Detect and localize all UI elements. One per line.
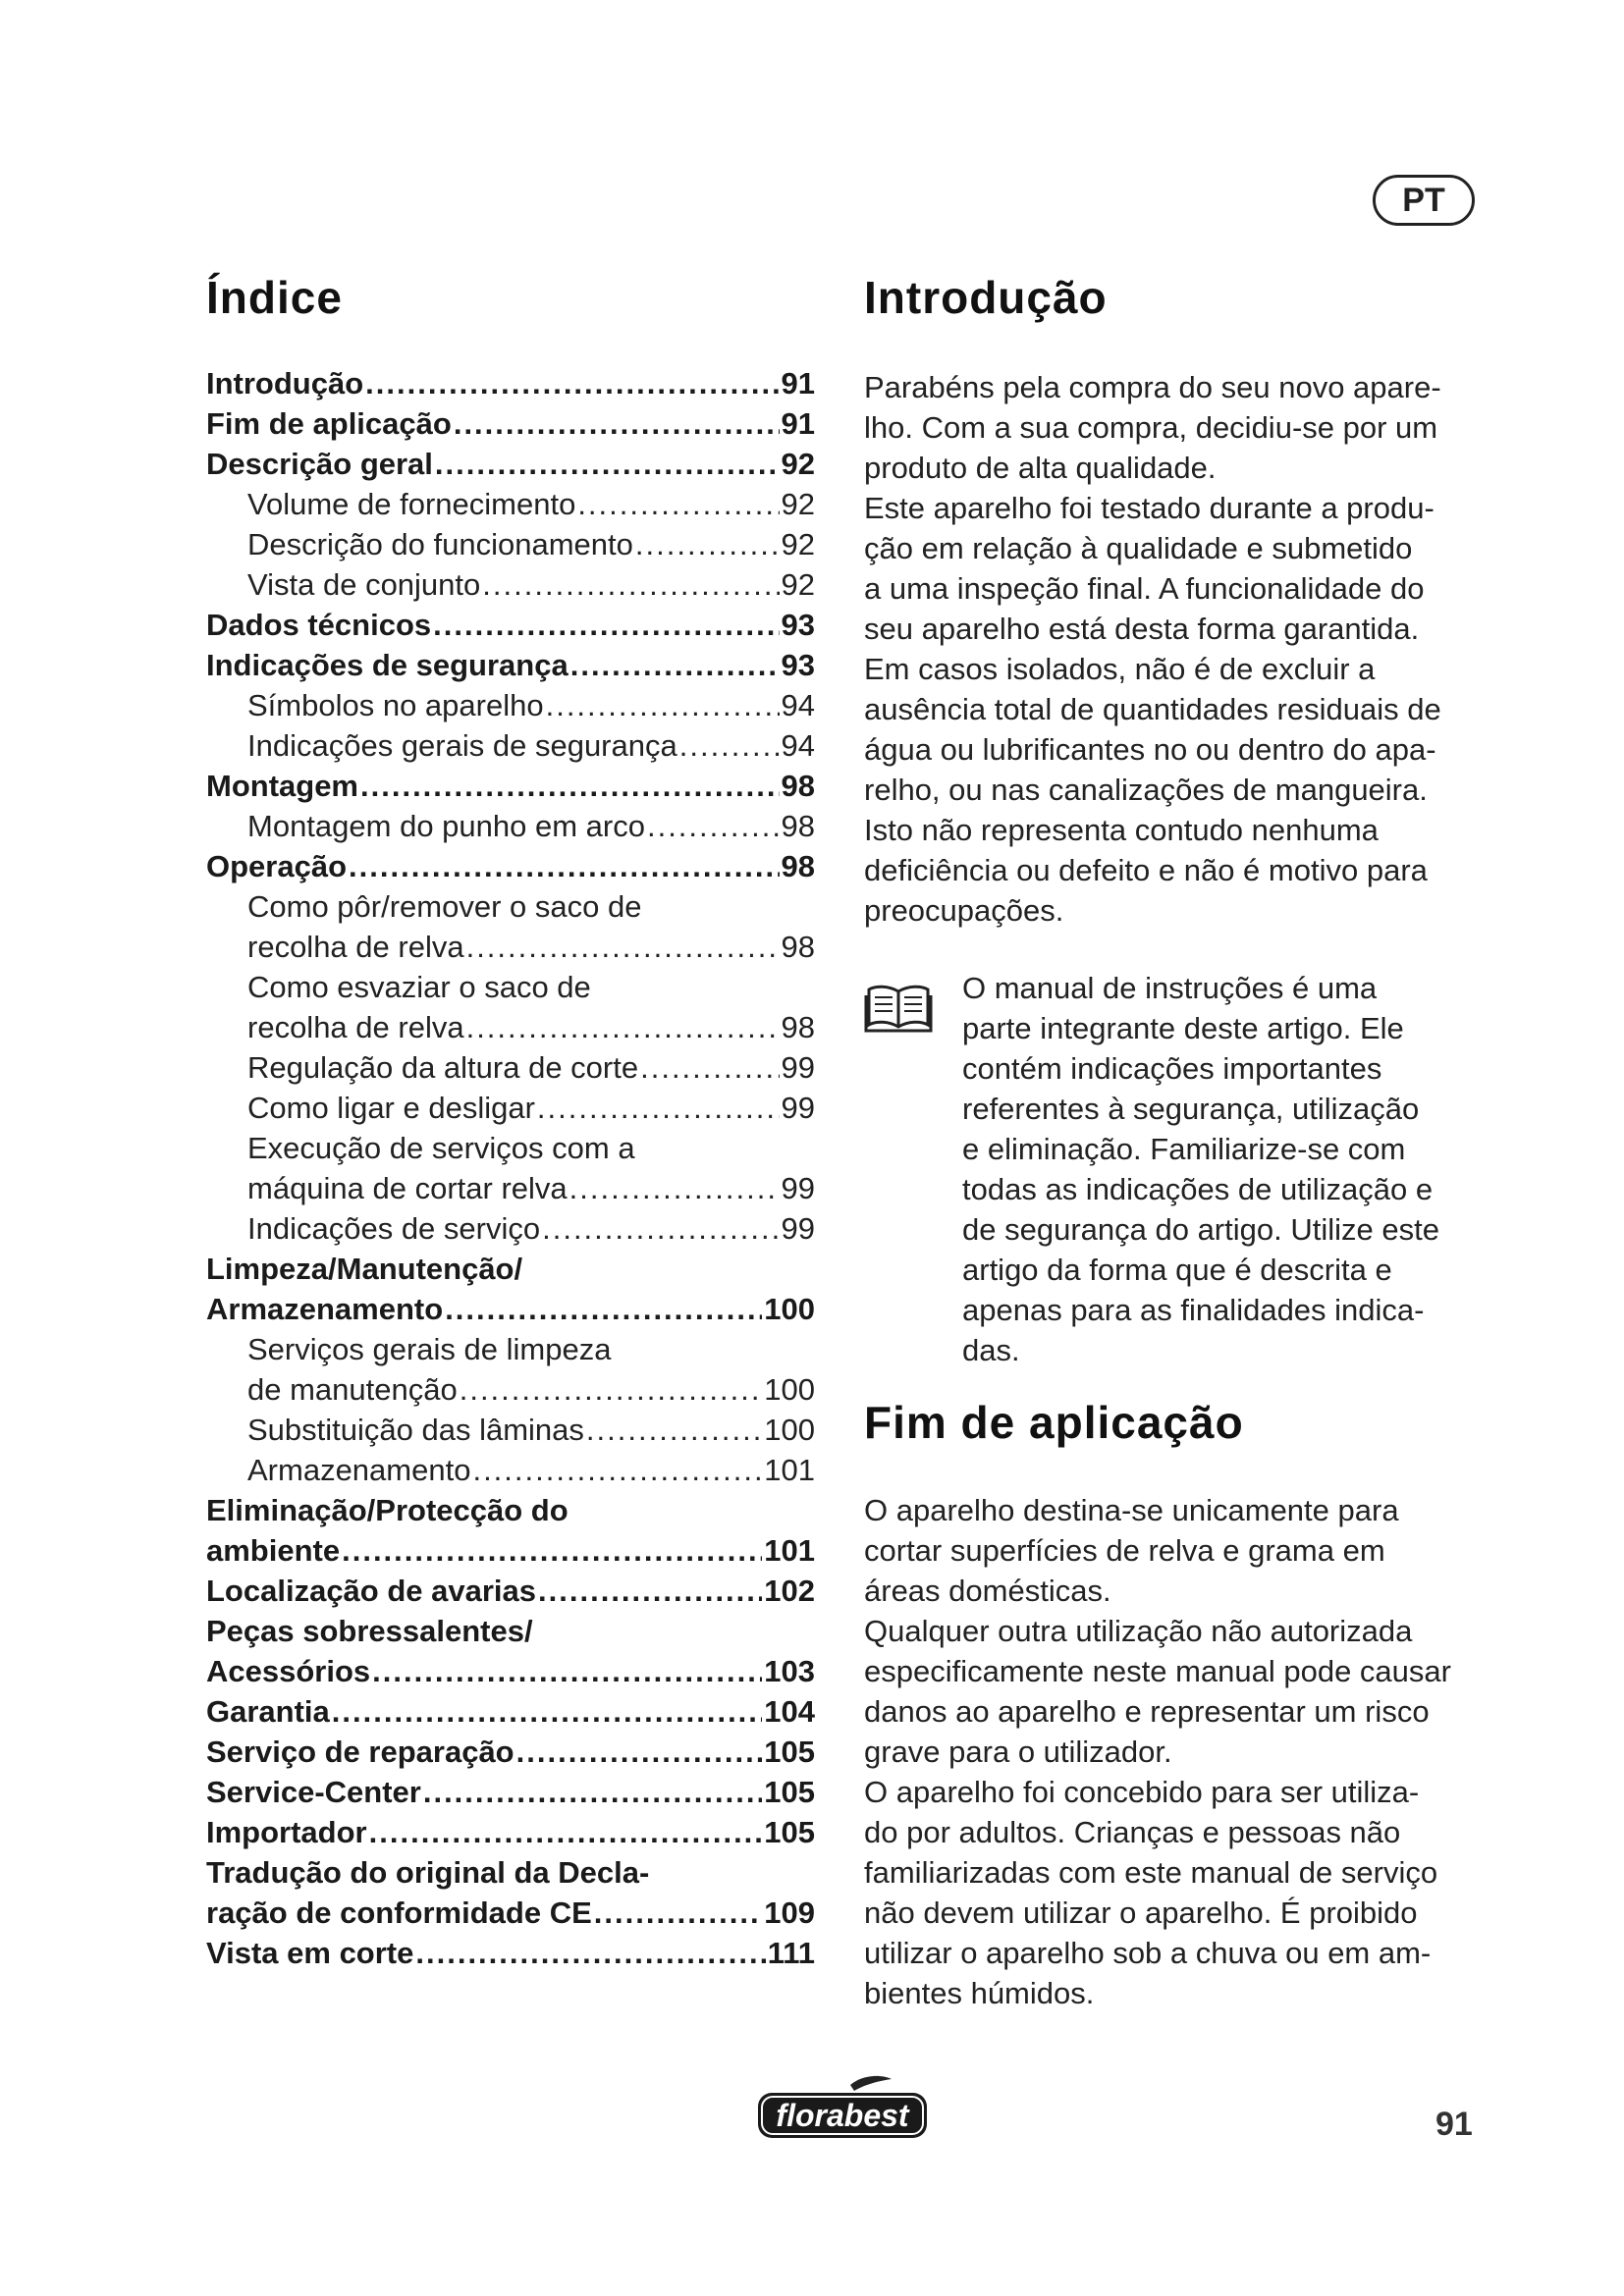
language-badge: PT — [1373, 175, 1475, 226]
toc-entry — [206, 444, 815, 484]
text-line: O manual de instruções é uma — [962, 971, 1378, 1005]
dot-leader — [538, 1571, 762, 1611]
dot-leader — [365, 363, 779, 403]
toc-entry — [206, 605, 815, 645]
toc-entry — [206, 927, 815, 967]
toc-entry-page: 105 — [764, 1815, 815, 1849]
toc-entry — [206, 1933, 815, 1973]
book-manual-icon — [864, 982, 933, 1035]
toc-entry-page: 94 — [781, 728, 815, 763]
toc-entry-page: 98 — [781, 849, 815, 883]
dot-leader — [423, 1772, 762, 1812]
purpose-heading: Fim de aplicação — [864, 1397, 1244, 1448]
dot-leader — [482, 564, 779, 605]
dot-leader — [349, 846, 780, 886]
toc-entry-label: Armazenamento — [206, 1292, 444, 1326]
toc-entry-page: 103 — [764, 1654, 815, 1688]
text-line: a uma inspeção final. A funcionalidade do — [864, 571, 1425, 606]
toc-entry-page: 109 — [764, 1896, 815, 1930]
toc-entry-label: Fim de aplicação — [206, 406, 452, 441]
toc-entry-label: de manutenção — [247, 1372, 458, 1407]
dot-leader — [466, 927, 780, 967]
toc-entry-label: Montagem do punho em arco — [247, 809, 645, 843]
toc-entry-page: 98 — [781, 769, 815, 803]
toc-entry — [206, 1490, 815, 1530]
toc-entry-page: 99 — [781, 1211, 815, 1246]
toc-entry-label: Como esvaziar o saco de — [247, 970, 591, 1004]
toc-entry-page: 99 — [781, 1171, 815, 1205]
dot-leader — [332, 1691, 762, 1732]
dot-leader — [472, 1450, 762, 1490]
dot-leader — [342, 1530, 762, 1571]
text-line: O aparelho foi concebido para ser utiliza- — [864, 1775, 1420, 1809]
toc-entry-label: Localização de avarias — [206, 1574, 537, 1608]
toc-entry — [206, 363, 815, 403]
toc-entry — [206, 1410, 815, 1450]
text-line: utilizar o aparelho sob a chuva ou em am- — [864, 1936, 1432, 1970]
manual-note — [962, 968, 1439, 1370]
toc-entry-label: Execução de serviços com a — [247, 1131, 635, 1165]
toc-entry — [206, 1289, 815, 1329]
dot-leader — [537, 1088, 780, 1128]
toc-entry-page: 100 — [764, 1372, 815, 1407]
text-line: cortar superfícies de relva e grama em — [864, 1533, 1385, 1568]
toc-entry-label: Tradução do original da Decla- — [206, 1855, 650, 1890]
toc-entry-label: Símbolos no aparelho — [247, 688, 544, 722]
toc-entry-label: Serviços gerais de limpeza — [247, 1332, 612, 1366]
toc-entry-page: 92 — [781, 447, 815, 481]
toc-entry-page: 98 — [781, 930, 815, 964]
dot-leader — [445, 1289, 762, 1329]
dot-leader — [546, 685, 780, 725]
toc-entry — [206, 645, 815, 685]
toc-entry — [206, 403, 815, 444]
dot-leader — [586, 1410, 762, 1450]
toc-entry-label: Dados técnicos — [206, 608, 432, 642]
toc-entry-page: 99 — [781, 1091, 815, 1125]
toc-title: Índice — [206, 272, 343, 323]
toc-entry — [206, 1530, 815, 1571]
intro-paragraph — [864, 367, 1441, 931]
text-line: O aparelho destina-se unicamente para — [864, 1493, 1399, 1527]
toc-entry-label: ambiente — [206, 1533, 341, 1568]
text-line: Em casos isolados, não é de excluir a — [864, 652, 1376, 686]
toc-entry — [206, 725, 815, 766]
toc-entry-label: Descrição geral — [206, 447, 433, 481]
dot-leader — [542, 1208, 779, 1249]
text-line: Parabéns pela compra do seu novo apare- — [864, 370, 1441, 404]
dot-leader — [454, 403, 780, 444]
text-line: e eliminação. Familiarize-se com — [962, 1132, 1406, 1166]
toc-entry-page: 100 — [764, 1292, 815, 1326]
toc-entry — [206, 1812, 815, 1852]
text-line: artigo da forma que é descrita e — [962, 1253, 1392, 1287]
toc-entry — [206, 806, 815, 846]
toc-entry-page: 101 — [764, 1533, 815, 1568]
dot-leader — [516, 1732, 763, 1772]
toc-entry-label: Indicações de segurança — [206, 648, 568, 682]
toc-entry-label: Vista em corte — [206, 1936, 414, 1970]
text-line: lho. Com a sua compra, decidiu-se por um — [864, 410, 1438, 445]
toc-entry — [206, 1369, 815, 1410]
text-line: bientes húmidos. — [864, 1976, 1095, 2010]
toc-entry-label: Volume de fornecimento — [247, 487, 576, 521]
florabest-logo — [754, 2071, 931, 2142]
toc-entry-label: máquina de cortar relva — [247, 1171, 568, 1205]
text-line: seu aparelho está desta forma garantida. — [864, 612, 1420, 646]
dot-leader — [433, 605, 779, 645]
dot-leader — [594, 1893, 762, 1933]
dot-leader — [570, 645, 780, 685]
toc-entry-label: Indicações gerais de segurança — [247, 728, 677, 763]
text-line: especificamente neste manual pode causar — [864, 1654, 1451, 1688]
text-line: áreas domésticas. — [864, 1574, 1111, 1608]
toc-entry — [206, 1168, 815, 1208]
toc-entry — [206, 1450, 815, 1490]
toc-entry — [206, 1249, 815, 1289]
toc-entry — [206, 886, 815, 927]
text-line: produto de alta qualidade. — [864, 451, 1217, 485]
dot-leader — [435, 444, 780, 484]
toc-entry-label: Descrição do funcionamento — [247, 527, 633, 561]
toc-entry — [206, 766, 815, 806]
toc-entry-label: recolha de relva — [247, 930, 464, 964]
dot-leader — [679, 725, 780, 766]
text-line: do por adultos. Crianças e pessoas não — [864, 1815, 1401, 1849]
text-line: Este aparelho foi testado durante a produ- — [864, 491, 1435, 525]
intro-heading: Introdução — [864, 272, 1108, 323]
dot-leader — [360, 766, 780, 806]
toc-entry-page: 93 — [781, 648, 815, 682]
dot-leader — [372, 1651, 762, 1691]
dot-leader — [369, 1812, 763, 1852]
text-line: de segurança do artigo. Utilize este — [962, 1212, 1439, 1247]
toc-entry — [206, 1732, 815, 1772]
toc-entry-label: Vista de conjunto — [247, 567, 481, 602]
toc-entry-label: Introdução — [206, 366, 364, 400]
toc-entry-page: 98 — [781, 809, 815, 843]
dot-leader — [569, 1168, 780, 1208]
toc-entry-page: 100 — [764, 1413, 815, 1447]
toc-entry-page: 94 — [781, 688, 815, 722]
toc-entry-page: 91 — [781, 406, 815, 441]
toc-entry — [206, 1047, 815, 1088]
toc-entry-page: 99 — [781, 1050, 815, 1085]
text-line: apenas para as finalidades indica- — [962, 1293, 1425, 1327]
page-number: 91 — [1435, 2106, 1473, 2143]
toc-entry-label: Montagem — [206, 769, 358, 803]
purpose-paragraph — [864, 1490, 1451, 2013]
text-line: danos ao aparelho e representar um risco — [864, 1694, 1430, 1729]
text-line: Qualquer outra utilização não autorizada — [864, 1614, 1413, 1648]
text-line: familiarizadas com este manual de serviço — [864, 1855, 1438, 1890]
dot-leader — [640, 1047, 779, 1088]
toc-entry-label: ração de conformidade CE — [206, 1896, 592, 1930]
toc-entry-label: Substituição das lâminas — [247, 1413, 584, 1447]
text-line: ção em relação à qualidade e submetido — [864, 531, 1413, 565]
toc-entry-label: Como ligar e desligar — [247, 1091, 535, 1125]
toc-entry-label: recolha de relva — [247, 1010, 464, 1044]
text-line: ausência total de quantidades residuais de — [864, 692, 1441, 726]
text-line: parte integrante deste artigo. Ele — [962, 1011, 1404, 1045]
toc-entry — [206, 1571, 815, 1611]
toc-entry-label: Limpeza/Manutenção/ — [206, 1252, 523, 1286]
toc-entry — [206, 524, 815, 564]
toc-entry-page: 102 — [764, 1574, 815, 1608]
text-line: deficiência ou defeito e não é motivo para — [864, 853, 1428, 887]
toc-entry-label: Acessórios — [206, 1654, 371, 1688]
dot-leader — [647, 806, 780, 846]
dot-leader — [577, 484, 779, 524]
toc-entry-label: Peças sobressalentes/ — [206, 1614, 533, 1648]
text-line: grave para o utilizador. — [864, 1735, 1172, 1769]
dot-leader — [635, 524, 780, 564]
toc-entry — [206, 484, 815, 524]
svg-text:florabest: florabest — [776, 2098, 909, 2133]
toc-entry — [206, 1007, 815, 1047]
toc-entry-label: Operação — [206, 849, 348, 883]
text-line: referentes à segurança, utilização — [962, 1092, 1420, 1126]
text-line: não devem utilizar o aparelho. É proibido — [864, 1896, 1418, 1930]
text-line: água ou lubrificantes no ou dentro do apa- — [864, 732, 1436, 767]
toc-entry-page: 98 — [781, 1010, 815, 1044]
toc-entry — [206, 564, 815, 605]
text-line: preocupações. — [864, 893, 1064, 928]
toc-entry — [206, 967, 815, 1007]
text-line: Isto não representa contudo nenhuma — [864, 813, 1379, 847]
toc-entry-page: 91 — [781, 366, 815, 400]
toc-entry — [206, 1611, 815, 1651]
toc-entry-page: 105 — [764, 1775, 815, 1809]
text-line: das. — [962, 1333, 1020, 1367]
toc-entry — [206, 1128, 815, 1168]
text-line: relho, ou nas canalizações de mangueira. — [864, 773, 1428, 807]
toc-entry-label: Garantia — [206, 1694, 330, 1729]
toc-entry-label: Indicações de serviço — [247, 1211, 541, 1246]
toc-entry — [206, 685, 815, 725]
toc-entry-label: Eliminação/Protecção do — [206, 1493, 568, 1527]
toc-entry — [206, 1893, 815, 1933]
toc-entry-label: Serviço de reparação — [206, 1735, 514, 1769]
toc-entry-page: 111 — [767, 1936, 815, 1970]
dot-leader — [415, 1933, 765, 1973]
toc-entry-page: 105 — [764, 1735, 815, 1769]
toc-entry — [206, 1691, 815, 1732]
toc-entry-label: Como pôr/remover o saco de — [247, 889, 642, 924]
dot-leader — [466, 1007, 780, 1047]
toc-entry-page: 92 — [781, 487, 815, 521]
toc-entry — [206, 1208, 815, 1249]
table-of-contents — [206, 363, 815, 1973]
toc-entry-page: 104 — [764, 1694, 815, 1729]
toc-entry-label: Regulação da altura de corte — [247, 1050, 639, 1085]
toc-entry — [206, 1088, 815, 1128]
toc-entry — [206, 1329, 815, 1369]
toc-entry-label: Importador — [206, 1815, 367, 1849]
toc-entry — [206, 846, 815, 886]
toc-entry — [206, 1852, 815, 1893]
text-line: contém indicações importantes — [962, 1051, 1382, 1086]
text-line: todas as indicações de utilização e — [962, 1172, 1434, 1206]
toc-entry-label: Service-Center — [206, 1775, 421, 1809]
toc-entry — [206, 1772, 815, 1812]
dot-leader — [460, 1369, 763, 1410]
toc-entry-page: 92 — [781, 527, 815, 561]
toc-entry-page: 92 — [781, 567, 815, 602]
toc-entry — [206, 1651, 815, 1691]
toc-entry-page: 93 — [781, 608, 815, 642]
toc-entry-label: Armazenamento — [247, 1453, 471, 1487]
toc-entry-page: 101 — [764, 1453, 815, 1487]
